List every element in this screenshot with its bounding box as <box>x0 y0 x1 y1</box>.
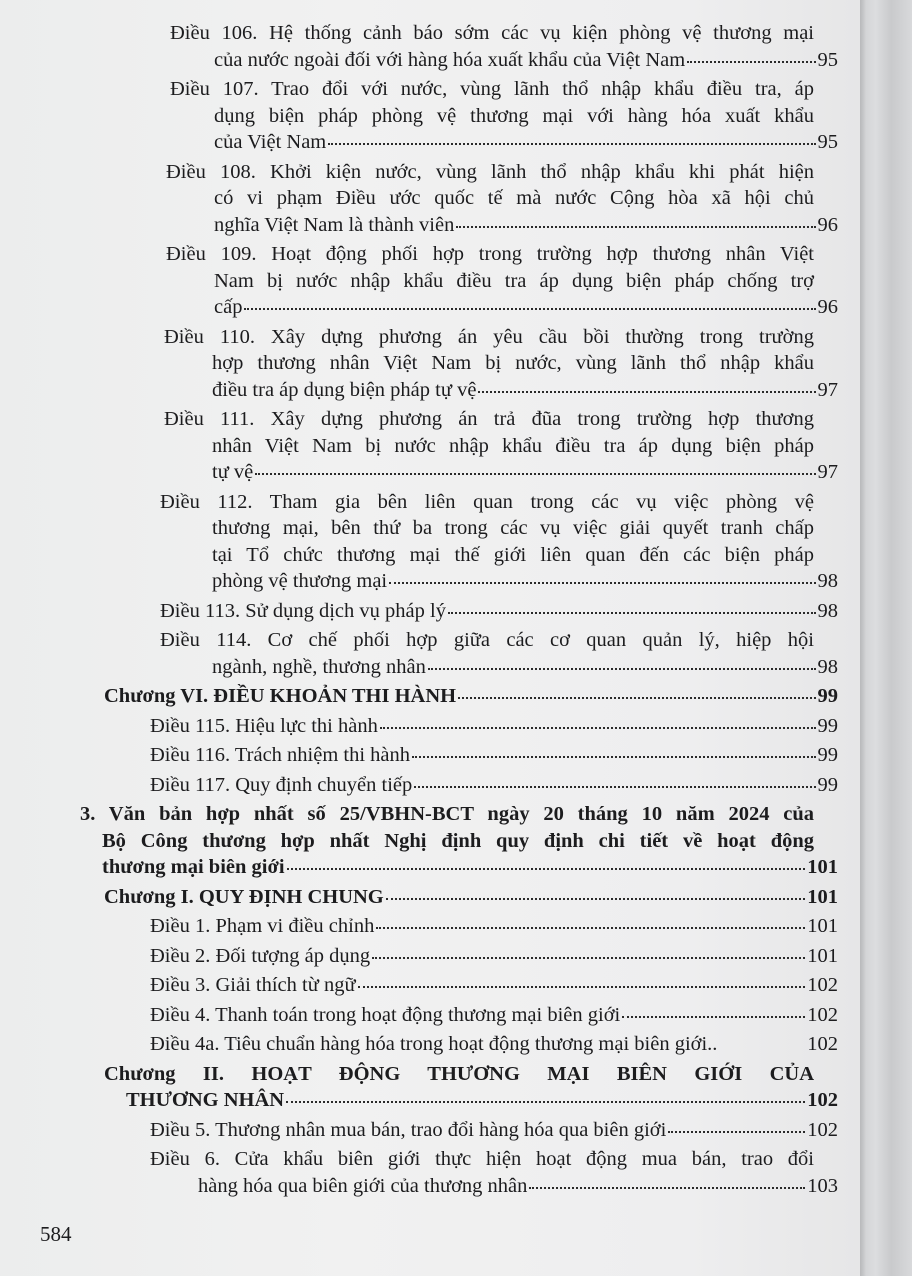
toc-entry-page: 95 <box>817 131 838 153</box>
book-page-edge <box>860 0 912 1276</box>
toc-entry-title: Điều 3. Giải thích từ ngữ <box>150 974 356 996</box>
dot-leader <box>412 754 815 758</box>
toc-entry-title: Điều 115. Hiệu lực thi hành <box>150 714 378 737</box>
dot-leader <box>687 59 815 63</box>
toc-entry-line: Điều 108. Khởi kiện nước, vùng lãnh thổ nhập khẩu khi phát hiện <box>166 160 814 183</box>
toc-entry-title: Điều 116. Trách nhiệm thi hành <box>150 744 411 766</box>
dot-leader <box>358 984 806 988</box>
page-number: 584 <box>40 1222 72 1246</box>
toc-entry-line: Điều 111. Xây dựng phương án trả đũa trong trường hợp thương <box>164 408 814 430</box>
toc-entry-title: điều tra áp dụng biện pháp tự vệ <box>212 378 477 401</box>
dot-leader <box>448 610 816 614</box>
toc-entry-page: 97 <box>817 461 838 483</box>
toc-entry-page: 99 <box>817 685 838 707</box>
toc-entry-title: Điều 5. Thương nhân mua bán, trao đổi hàng hóa qua biên giới <box>150 1118 667 1141</box>
toc-entry-page: 96 <box>817 213 838 236</box>
toc-entry-title: phòng vệ thương mại <box>212 570 388 592</box>
dot-leader <box>376 925 805 929</box>
toc-entry-page: 101 <box>807 915 838 937</box>
dot-leader <box>428 666 816 670</box>
toc-entry <box>0 742 860 769</box>
toc-entry <box>0 913 860 940</box>
toc-entry <box>0 713 860 740</box>
table-of-contents <box>0 20 860 1199</box>
toc-entry-line: nhân Việt Nam bị nước nhập khẩu điều tra áp dụng biện pháp <box>212 434 814 457</box>
dot-leader <box>255 471 815 475</box>
toc-entry <box>0 324 860 404</box>
toc-entry-page: 99 <box>817 744 838 766</box>
toc-entry <box>0 943 860 970</box>
toc-entry-title: tự vệ <box>212 461 254 483</box>
toc-entry <box>0 1146 860 1199</box>
toc-entry-page: 102 <box>807 1089 838 1111</box>
toc-entry <box>0 406 860 486</box>
toc-entry-title: THƯƠNG NHÂN <box>126 1089 285 1111</box>
toc-entry <box>0 627 860 680</box>
toc-entry-title: Điều 4a. Tiêu chuẩn hàng hóa trong hoạt động thương mại biên giới.. <box>150 1033 718 1055</box>
toc-entry-title: thương mại biên giới <box>102 856 285 878</box>
toc-entry-page: 102 <box>807 1003 838 1026</box>
toc-entry-page: 102 <box>807 1118 838 1141</box>
toc-entry <box>0 76 860 156</box>
dot-leader <box>328 141 815 145</box>
toc-entry-line: Bộ Công thương hợp nhất Nghị định quy định chi tiết về hoạt động <box>102 829 814 852</box>
toc-entry <box>0 489 860 595</box>
toc-entry-line: Điều 112. Tham gia bên liên quan trong các vụ việc phòng vệ <box>160 490 814 513</box>
toc-entry <box>0 1002 860 1029</box>
toc-entry-title: của nước ngoài đối với hàng hóa xuất khẩu của Việt Nam <box>214 48 686 71</box>
dot-leader <box>668 1129 805 1133</box>
dot-leader <box>380 725 816 729</box>
toc-entry-title: nghĩa Việt Nam là thành viên <box>214 213 455 236</box>
toc-entry-page: 101 <box>807 856 838 878</box>
toc-entry-line: Điều 107. Trao đổi với nước, vùng lãnh thổ nhập khẩu điều tra, áp <box>170 78 814 100</box>
toc-entry-title: Điều 117. Quy định chuyển tiếp <box>150 773 413 796</box>
toc-entry-title: Điều 113. Sử dụng dịch vụ pháp lý <box>160 599 446 622</box>
toc-entry <box>0 772 860 799</box>
toc-entry-line: tại Tổ chức thương mại thế giới liên quan đến các biện pháp <box>212 543 814 566</box>
toc-entry-page: 101 <box>807 885 838 908</box>
toc-entry-page: 102 <box>807 974 838 996</box>
dot-leader <box>456 224 815 228</box>
toc-entry-line: Điều 106. Hệ thống cảnh báo sớm các vụ kiện phòng vệ thương mại <box>170 22 814 44</box>
dot-leader <box>386 896 806 900</box>
dot-leader <box>414 784 815 788</box>
toc-entry-line: thương mại, bên thứ ba trong các vụ việc giải quyết tranh chấp <box>212 517 814 539</box>
toc-entry-line: Điều 109. Hoạt động phối hợp trong trường hợp thương nhân Việt <box>166 243 814 265</box>
toc-entry-page: 97 <box>817 378 838 401</box>
toc-entry <box>0 972 860 999</box>
toc-entry <box>0 1031 860 1058</box>
toc-entry-page: 95 <box>817 48 838 71</box>
toc-entry-title: Điều 1. Phạm vi điều chỉnh <box>150 915 375 937</box>
toc-entry <box>0 801 860 881</box>
toc-entry-title: của Việt Nam <box>214 131 327 153</box>
toc-entry-line: Điều 110. Xây dựng phương án yêu cầu bồi thường trong trường <box>164 325 814 348</box>
toc-entry-page: 99 <box>817 714 838 737</box>
dot-leader <box>286 1099 805 1103</box>
toc-entry <box>0 1117 860 1144</box>
toc-entry-title: ngành, nghề, thương nhân <box>212 655 426 678</box>
toc-entry <box>0 159 860 239</box>
toc-entry-line: Điều 114. Cơ chế phối hợp giữa các cơ quan quản lý, hiệp hội <box>160 629 814 651</box>
dot-leader <box>529 1185 805 1189</box>
toc-entry-line: hợp thương nhân Việt Nam bị nước, vùng lãnh thổ nhập khẩu <box>212 352 814 374</box>
dot-leader <box>244 306 815 310</box>
dot-leader <box>389 580 815 584</box>
dot-leader <box>719 1045 805 1047</box>
toc-entry-title: Điều 2. Đối tượng áp dụng <box>150 944 371 967</box>
toc-entry-line: Điều 6. Cửa khẩu biên giới thực hiện hoạt động mua bán, trao đổi <box>150 1148 814 1170</box>
toc-entry-title: Chương VI. ĐIỀU KHOẢN THI HÀNH <box>104 685 457 707</box>
toc-entry-title: Chương I. QUY ĐỊNH CHUNG <box>104 885 384 908</box>
toc-entry <box>0 683 860 710</box>
toc-entry-page: 98 <box>817 570 838 592</box>
dot-leader <box>622 1014 805 1018</box>
toc-entry-page: 98 <box>817 655 838 678</box>
toc-entry-line: Chương II. HOẠT ĐỘNG THƯƠNG MẠI BIÊN GIỚI CỦA <box>104 1062 814 1085</box>
toc-entry <box>0 1061 860 1114</box>
toc-entry-page: 96 <box>817 296 838 318</box>
toc-entry-page: 101 <box>807 944 838 967</box>
dot-leader <box>458 695 815 699</box>
toc-entry-line: Nam bị nước nhập khẩu điều tra áp dụng biện pháp chống trợ <box>214 269 814 292</box>
toc-entry-title: Điều 4. Thanh toán trong hoạt động thương mại biên giới <box>150 1003 621 1026</box>
toc-entry-page: 103 <box>807 1174 838 1197</box>
toc-entry-title: cấp <box>214 296 243 318</box>
toc-entry-page: 99 <box>817 773 838 796</box>
dot-leader <box>478 389 815 393</box>
toc-entry <box>0 241 860 321</box>
dot-leader <box>287 866 806 870</box>
toc-entry <box>0 598 860 625</box>
toc-entry-line: có vi phạm Điều ước quốc tế mà nước Cộng hòa xã hội chủ <box>214 187 814 209</box>
toc-entry <box>0 20 860 73</box>
toc-entry-line: dụng biện pháp phòng vệ thương mại với hàng hóa xuất khẩu <box>214 104 814 127</box>
toc-entry-line: 3. Văn bản hợp nhất số 25/VBHN-BCT ngày 20 tháng 10 năm 2024 của <box>80 803 814 825</box>
toc-entry-title: hàng hóa qua biên giới của thương nhân <box>198 1174 528 1197</box>
toc-entry <box>0 884 860 911</box>
dot-leader <box>372 955 805 959</box>
toc-entry-page: 98 <box>817 599 838 622</box>
toc-entry-page: 102 <box>807 1033 838 1055</box>
